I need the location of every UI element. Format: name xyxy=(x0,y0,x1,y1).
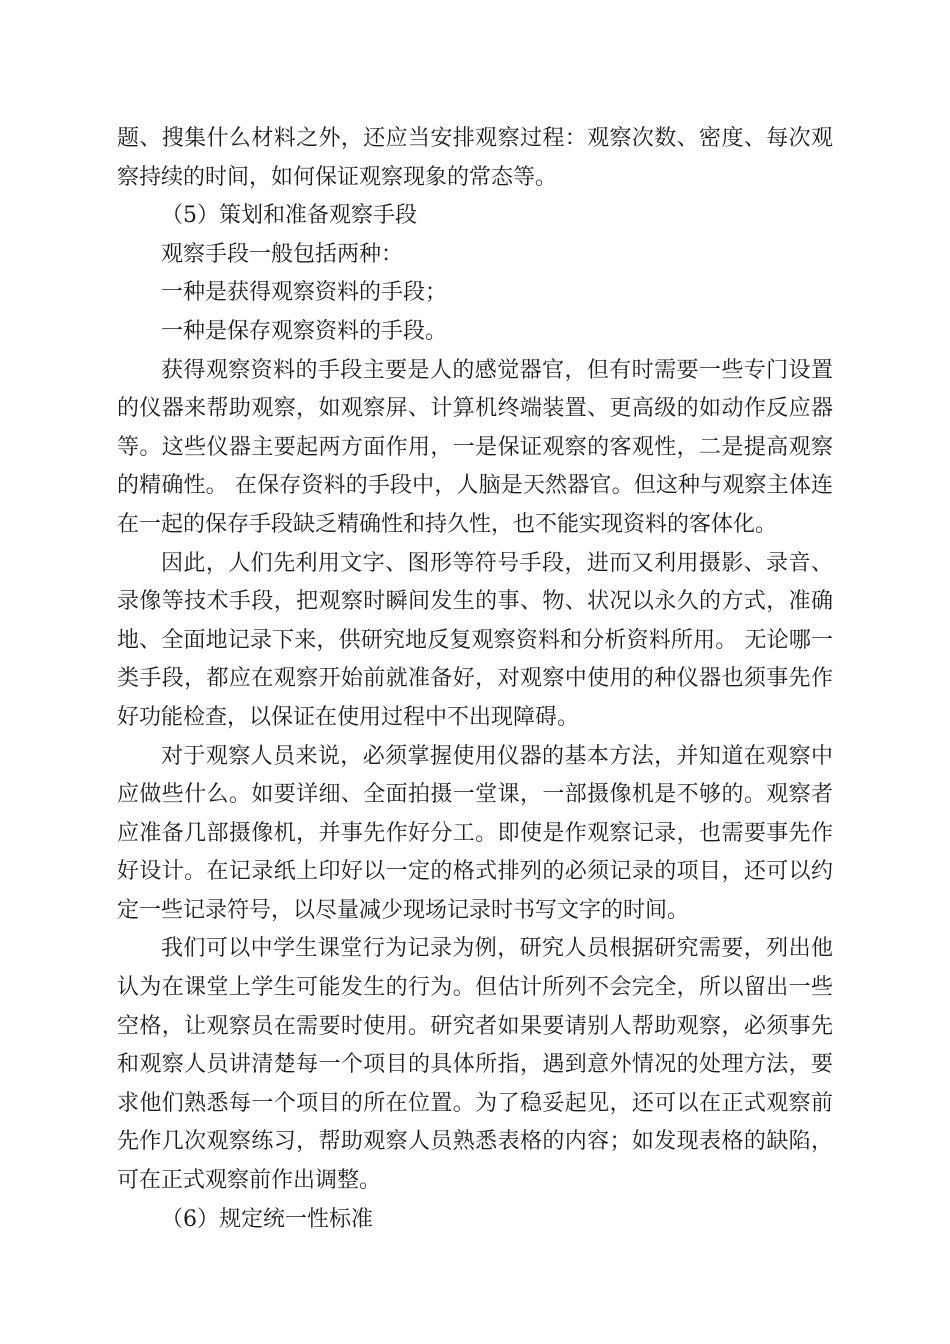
paragraph: 因此，人们先利用文字、图形等符号手段，进而又利用摄影、录音、录像等技术手段，把观察时瞬间发生的事、物、状况以永久的方式，准确地、全面地记录下来，供研究地反复观察资料和分析资料所用。 无论哪一类手段，都应在观察开始前就准备好，对观察中使用的种仪器也须事先作好功能检查，以保证在使用过程中不出现障碍。 xyxy=(117,550,833,730)
paragraph-continuation: 题、搜集什么材料之外，还应当安排观察过程：观察次数、密度、每次观察持续的时间，如何保证观察现象的常态等。 xyxy=(117,126,833,190)
section-heading-5: （5）策划和准备观察手段 xyxy=(161,203,417,229)
paragraph: 我们可以中学生课堂行为记录为例，研究人员根据研究需要，列出他认为在课堂上学生可能发生的行为。但估计所列不会完全，所以留出一些空格，让观察员在需要时使用。研究者如果要请别人帮助观察，必须事先和观察人员讲清楚每一个项目的具体所指，遇到意外情况的处理方法，要求他们熟悉每一个项目的所在位置。为了稳妥起见，还可以在正式观察前先作几次观察练习，帮助观察人员熟悉表格的内容；如发现表格的缺陷，可在正式观察前作出调整。 xyxy=(117,936,833,1194)
paragraph: 获得观察资料的手段主要是人的感觉器官，但有时需要一些专门设置的仪器来帮助观察，如观察屏、计算机终端装置、更高级的如动作反应器等。这些仪器主要起两方面作用，一是保证观察的客观性，二是提高观察的精确性。 在保存资料的手段中，人脑是天然器官。但这种与观察主体连在一起的保存手段缺乏精确性和持久性，也不能实现资料的客体化。 xyxy=(117,357,833,537)
section-heading-6: （6）规定统一性标准 xyxy=(161,1206,373,1232)
list-intro-line: 观察手段一般包括两种： xyxy=(161,241,404,267)
body-text xyxy=(117,120,833,1239)
list-item: 一种是获得观察资料的手段； xyxy=(161,280,448,306)
paragraph: 对于观察人员来说，必须掌握使用仪器的基本方法，并知道在观察中应做些什么。如要详细、全面拍摄一堂课，一部摄像机是不够的。观察者应准备几部摄像机，并事先作好分工。即使是作观察记录，也需要事先作好设计。在记录纸上印好以一定的格式排列的必须记录的项目，还可以约定一些记录符号，以尽量减少现场记录时书写文字的时间。 xyxy=(117,743,833,923)
list-item: 一种是保存观察资料的手段。 xyxy=(161,318,448,344)
